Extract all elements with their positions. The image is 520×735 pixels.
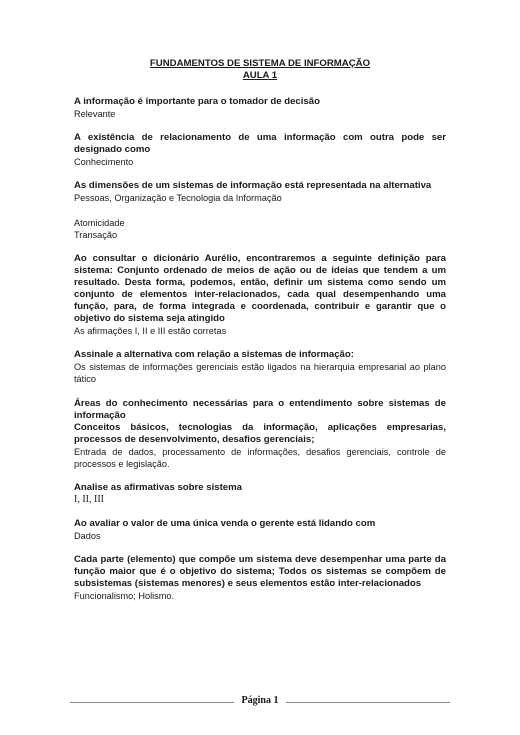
question-block bbox=[74, 482, 446, 506]
question-text: A informação é importante para o tomador de decisão bbox=[74, 96, 320, 107]
answer-text: Entrada de dados, processamento de informações, desafios gerenciais, controle de processos e legislação. bbox=[74, 446, 446, 469]
footer-rule-left bbox=[70, 702, 234, 703]
question-block bbox=[74, 180, 446, 241]
answer-text: Os sistemas de informações gerenciais estão ligados na hierarquia empresarial ao plano tático bbox=[74, 362, 446, 385]
question-text: Áreas do conhecimento necessárias para o entendimento sobre sistemas de informação bbox=[74, 397, 446, 421]
question-text: Ao consultar o dicionário Aurélio, encontraremos a seguinte definição para sistema: Conjunto ordenado de meios de ação ou de ideias que tendem a um resultado. Desta forma, podemos, então, definir um sistema como sendo um conjunto de elementos inter-relacionados, cada qual desempenhando uma função, para, de forma integrada e coordenada, contribuir e garantir que o objetivo do sistema seja atingido bbox=[74, 253, 446, 325]
question-block bbox=[74, 554, 446, 602]
question-text: Assinale a alternativa com relação a sistemas de informação: bbox=[74, 349, 354, 361]
question-text: Analise as afirmativas sobre sistema bbox=[74, 482, 242, 494]
page-number: Página 1 bbox=[241, 695, 279, 706]
answer-text: Atomicidade bbox=[74, 217, 125, 228]
document-page bbox=[74, 58, 446, 615]
answer-text: Conhecimento bbox=[74, 157, 134, 168]
question-block bbox=[74, 96, 446, 120]
answer-text: I, II, III bbox=[74, 494, 104, 506]
question-text-continued: Conceitos básicos, tecnologias da informação, aplicações empresarias, processos de desenvolvimento, desafios gerenciais; bbox=[74, 421, 446, 445]
question-block bbox=[74, 398, 446, 470]
question-block bbox=[74, 132, 446, 168]
answer-text: Dados bbox=[74, 531, 101, 542]
question-block bbox=[74, 253, 446, 337]
answer-text: Funcionalismo; Holismo. bbox=[74, 591, 175, 602]
question-text: As dimensões de um sistemas de informação está representada na alternativa bbox=[74, 180, 432, 192]
answer-text: Relevante bbox=[74, 109, 116, 119]
question-text: Ao avaliar o valor de uma única venda o gerente está lidando com bbox=[74, 518, 376, 530]
question-block bbox=[74, 349, 446, 385]
question-text: Cada parte (elemento) que compõe um sistema deve desempenhar uma parte da função maior que é o objetivo do sistema; Todos os sistemas se compõem de subsistemas (sistemas menores) e seus elementos estão inter-relacionados bbox=[74, 554, 446, 590]
page-footer bbox=[70, 694, 450, 708]
answer-text: As afirmações I, II e III estão corretas bbox=[74, 326, 227, 337]
document-title: FUNDAMENTOS DE SISTEMA DE INFORMAÇÃO bbox=[149, 58, 371, 69]
footer-rule-right bbox=[286, 702, 450, 703]
answer-text: Pessoas, Organização e Tecnologia da Informação bbox=[74, 193, 282, 204]
document-subtitle: AULA 1 bbox=[242, 70, 278, 81]
answer-text: Transação bbox=[74, 229, 118, 240]
question-block bbox=[74, 518, 446, 542]
question-text: A existência de relacionamento de uma informação com outra pode ser designado como bbox=[74, 132, 446, 156]
